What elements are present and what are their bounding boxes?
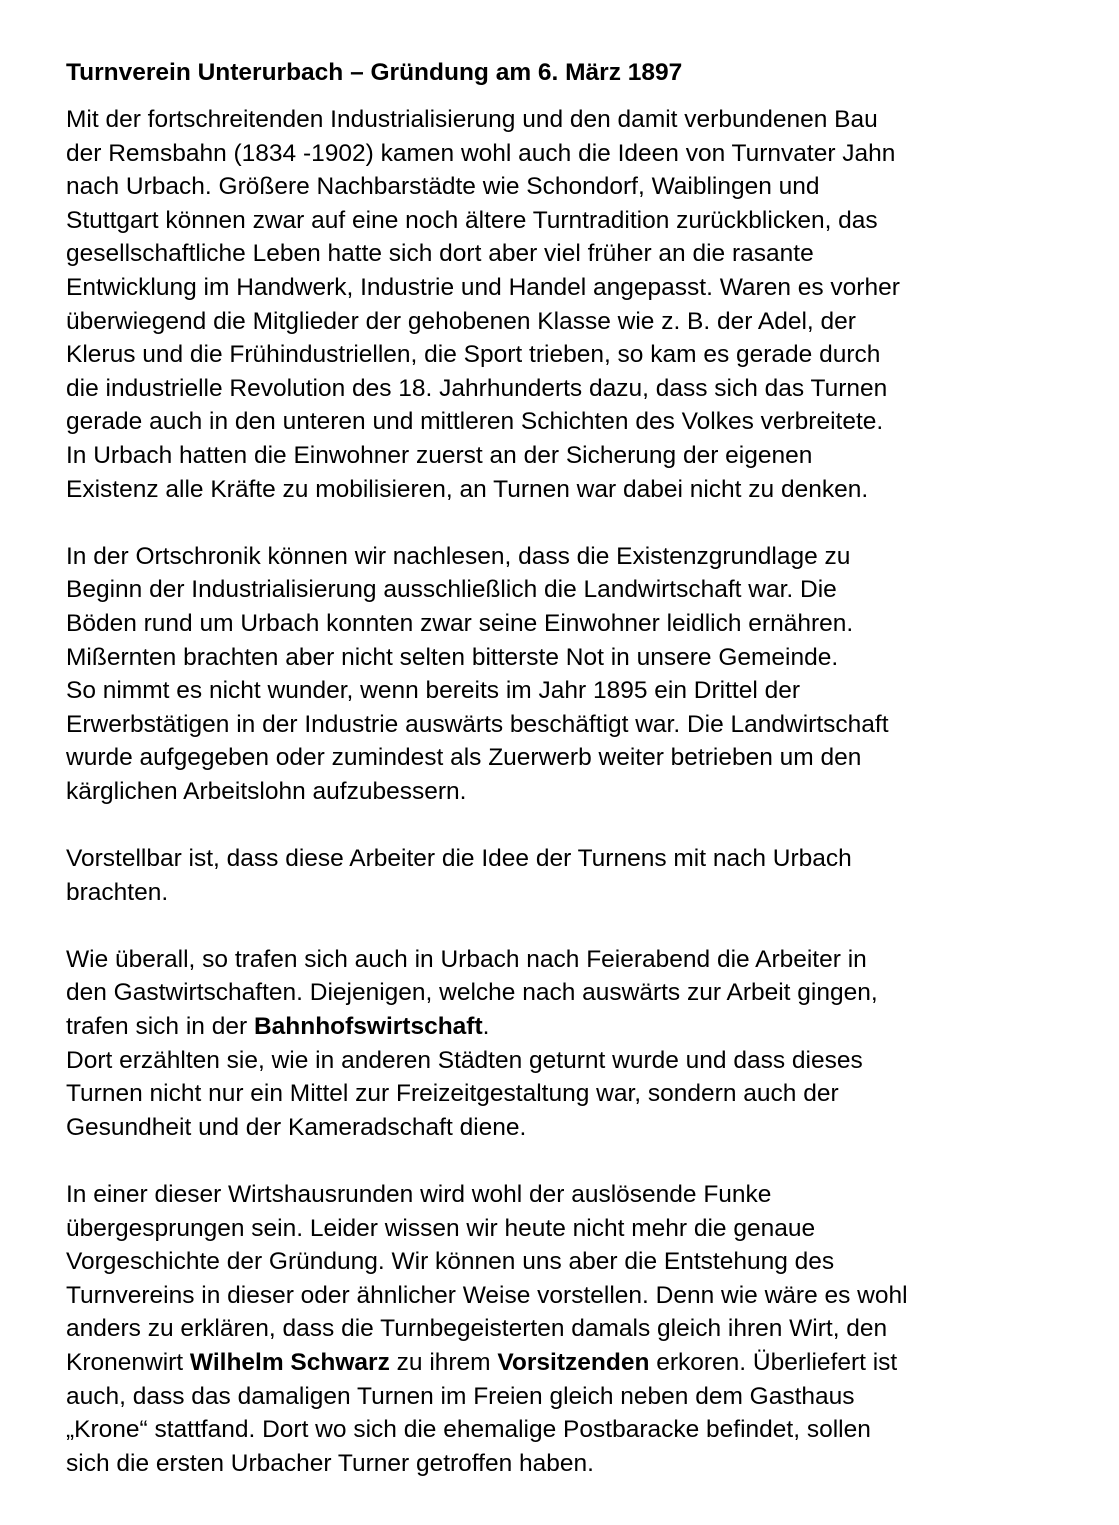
paragraph-taverns bbox=[66, 943, 1076, 1145]
text-line: brachten. bbox=[66, 878, 169, 906]
text-line: So nimmt es nicht wunder, wenn bereits im Jahr 1895 ein Drittel der bbox=[66, 677, 800, 705]
bold-term-bahnhofswirtschaft: Bahnhofswirtschaft bbox=[253, 1013, 483, 1041]
text-run: . bbox=[482, 1013, 490, 1041]
text-line: Mit der fortschreitenden Industrialisierung und den damit verbundenen Bau bbox=[66, 106, 878, 133]
text-line: wurde aufgegeben oder zumindest als Zuerwerb weiter betrieben um den bbox=[66, 744, 862, 772]
paragraph-idea bbox=[66, 842, 1076, 909]
text-line: Entwicklung im Handwerk, Industrie und Handel angepasst. Waren es vorher bbox=[66, 273, 900, 301]
text-line: der Remsbahn (1834 -1902) kamen wohl auch die Ideen von Turnvater Jahn bbox=[66, 139, 896, 167]
paragraph-industrialization bbox=[66, 103, 1076, 506]
text-line: Vorstellbar ist, dass diese Arbeiter die Idee der Turnens mit nach Urbach bbox=[66, 845, 852, 873]
text-line: nach Urbach. Größere Nachbarstädte wie Schondorf, Waiblingen und bbox=[66, 173, 820, 201]
paragraph-chronicle bbox=[66, 540, 1076, 809]
text-line: Existenz alle Kräfte zu mobilisieren, an Turnen war dabei nicht zu denken. bbox=[66, 475, 869, 503]
text-line: Dort erzählten sie, wie in anderen Städten geturnt wurde und dass dieses bbox=[66, 1046, 863, 1074]
text-line: Böden rund um Urbach konnten zwar seine Einwohner leidlich ernähren. bbox=[66, 609, 854, 637]
text-run: Kronenwirt bbox=[66, 1348, 190, 1376]
text-line: kärglichen Arbeitslohn aufzubessern. bbox=[66, 777, 467, 805]
text-line: Stuttgart können zwar auf eine noch ältere Turntradition zurückblicken, das bbox=[66, 206, 878, 234]
text-line: Gesundheit und der Kameradschaft diene. bbox=[66, 1113, 527, 1141]
text-line: gesellschaftliche Leben hatte sich dort aber viel früher an die rasante bbox=[66, 240, 814, 268]
text-line: In Urbach hatten die Einwohner zuerst an der Sicherung der eigenen bbox=[66, 441, 813, 469]
text-line: sich die ersten Urbacher Turner getroffen haben. bbox=[66, 1449, 594, 1477]
text-line: gerade auch in den unteren und mittleren Schichten des Volkes verbreitete. bbox=[66, 408, 884, 436]
text-line: In der Ortschronik können wir nachlesen, dass die Existenzgrundlage zu bbox=[66, 542, 851, 570]
bold-name-wilhelm-schwarz: Wilhelm Schwarz bbox=[189, 1348, 390, 1376]
text-line: überwiegend die Mitglieder der gehobenen Klasse wie z. B. der Adel, der bbox=[66, 307, 856, 335]
text-line bbox=[66, 1010, 1076, 1044]
text-line: Beginn der Industrialisierung ausschließlich die Landwirtschaft war. Die bbox=[66, 576, 837, 604]
document-page bbox=[66, 56, 1076, 1480]
text-line: den Gastwirtschaften. Diejenigen, welche nach auswärts zur Arbeit gingen, bbox=[66, 979, 878, 1007]
document-title: Turnverein Unterurbach – Gründung am 6. März 1897 bbox=[66, 59, 683, 86]
text-line: Wie überall, so trafen sich auch in Urbach nach Feierabend die Arbeiter in bbox=[66, 945, 867, 973]
text-line: anders zu erklären, dass die Turnbegeisterten damals gleich ihren Wirt, den bbox=[66, 1315, 888, 1343]
text-line: Turnvereins in dieser oder ähnlicher Weise vorstellen. Denn wie wäre es wohl bbox=[66, 1281, 908, 1309]
text-line: Erwerbstätigen in der Industrie auswärts beschäftigt war. Die Landwirtschaft bbox=[66, 710, 889, 738]
text-line: „Krone“ stattfand. Dort wo sich die ehemalige Postbaracke befindet, sollen bbox=[66, 1416, 871, 1444]
text-line: die industrielle Revolution des 18. Jahrhunderts dazu, dass sich das Turnen bbox=[66, 374, 888, 402]
text-line bbox=[66, 1346, 1076, 1380]
text-line: übergesprungen sein. Leider wissen wir heute nicht mehr die genaue bbox=[66, 1214, 816, 1242]
text-line: Vorgeschichte der Gründung. Wir können uns aber die Entstehung des bbox=[66, 1248, 835, 1276]
text-line: auch, dass das damaligen Turnen im Freien gleich neben dem Gasthaus bbox=[66, 1382, 855, 1410]
text-run: trafen sich in der bbox=[66, 1013, 254, 1041]
text-run: zu ihrem bbox=[389, 1348, 498, 1376]
bold-term-vorsitzenden: Vorsitzenden bbox=[497, 1348, 650, 1376]
text-line: Turnen nicht nur ein Mittel zur Freizeitgestaltung war, sondern auch der bbox=[66, 1080, 839, 1108]
text-run: erkoren. Überliefert ist bbox=[649, 1348, 898, 1376]
text-line: In einer dieser Wirtshausrunden wird wohl der auslösende Funke bbox=[66, 1181, 772, 1208]
text-line: Mißernten brachten aber nicht selten bitterste Not in unsere Gemeinde. bbox=[66, 643, 839, 671]
text-line: Klerus und die Frühindustriellen, die Sport trieben, so kam es gerade durch bbox=[66, 341, 881, 369]
paragraph-founding bbox=[66, 1178, 1076, 1480]
